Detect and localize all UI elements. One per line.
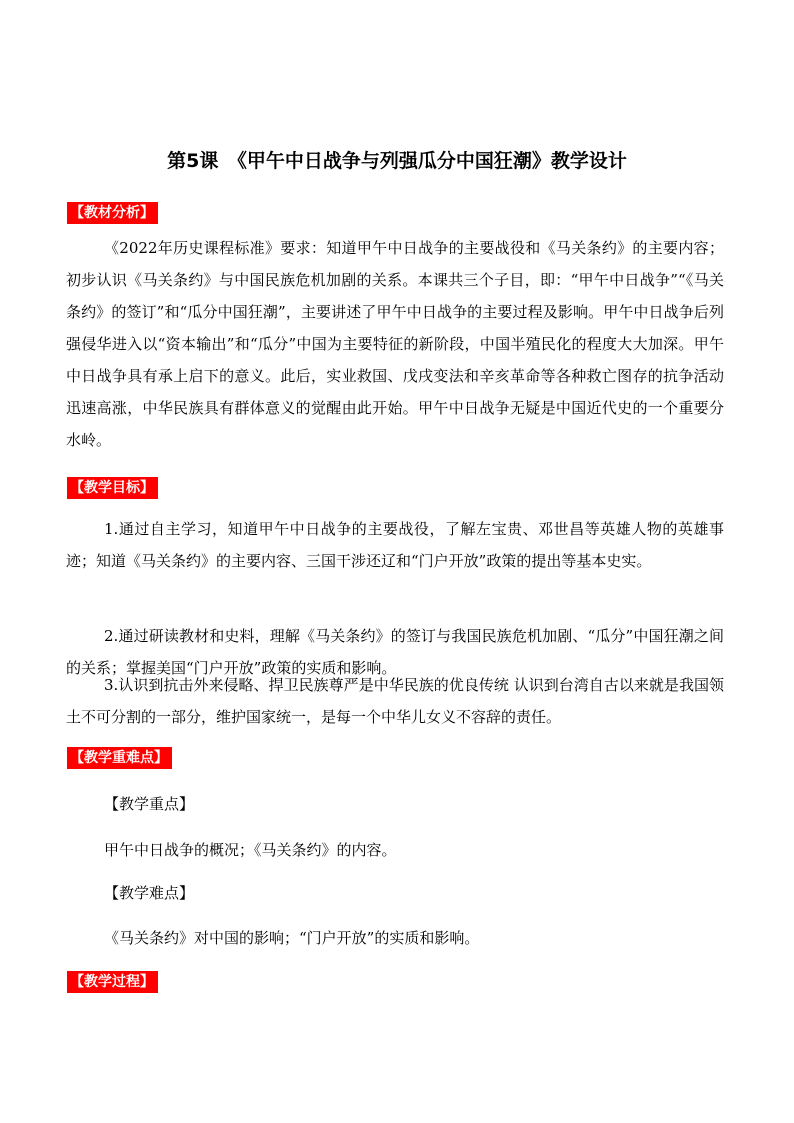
section-tag-objectives: 【教学目标】 — [67, 477, 158, 499]
section-tag-key-points: 【教学重难点】 — [67, 747, 172, 769]
analysis-paragraph: 《2022年历史课程标准》要求：知道甲午中日战争的主要战役和《马关条约》的主要内容； 初步认识《马关条约》与中国民族危机加剧的关系。本课共三个子目，即：“甲午中日战争”“《马关条约》的签订”和“瓜分中国狂潮”，主要讲述了甲午中日战争的主要过程及影响。甲午中日战争后列强侵华进入以“资本输出”和“瓜分”中国为主要特征的新阶段，中国半殖民化的程度大大加深。甲午中日战争具有承上启下的意义。此后，实业救国、戊戌变法和辛亥革命等各种救亡图存的抗争活动迅速高涨，中华民族具有群体意义的觉醒由此开始。甲午中日战争无疑是中国近代史的一个重要分水岭。 — [66, 239, 724, 449]
page-title: 第5课 《甲午中日战争与列强瓜分中国狂潮》教学设计 — [167, 150, 627, 172]
section-tag-process: 【教学过程】 — [67, 971, 158, 993]
difficulty-text: 《马关条约》对中国的影响；“门户开放”的实质和影响。 — [104, 929, 480, 947]
difficulty-label: 【教学难点】 — [104, 884, 195, 902]
section-tag-analysis: 【教材分析】 — [67, 202, 158, 224]
objective-item-1: 1.通过自主学习，知道甲午中日战争的主要战役，了解左宝贵、邓世昌等英雄人物的英雄事迹；知道《马关条约》的主要内容、三国干涉还辽和“门户开放”政策的提出等基本史实。 — [66, 520, 724, 570]
objective-item-3: 3.认识到抗击外来侵略、捍卫民族尊严是中华民族的优良传统 认识到台湾自古以来就是我国领土不可分割的一部分，维护国家统一，是每一个中华儿女义不容辞的责任。 — [66, 676, 724, 726]
focus-text: 甲午中日战争的概况；《马关条约》的内容。 — [104, 841, 397, 859]
focus-label: 【教学重点】 — [104, 795, 195, 813]
objective-item-2: 2.通过研读教材和史料，理解《马关条约》的签订与我国民族危机加剧、“瓜分”中国狂潮之间的关系；掌握美国“门户开放”政策的实质和影响。 — [66, 627, 724, 677]
